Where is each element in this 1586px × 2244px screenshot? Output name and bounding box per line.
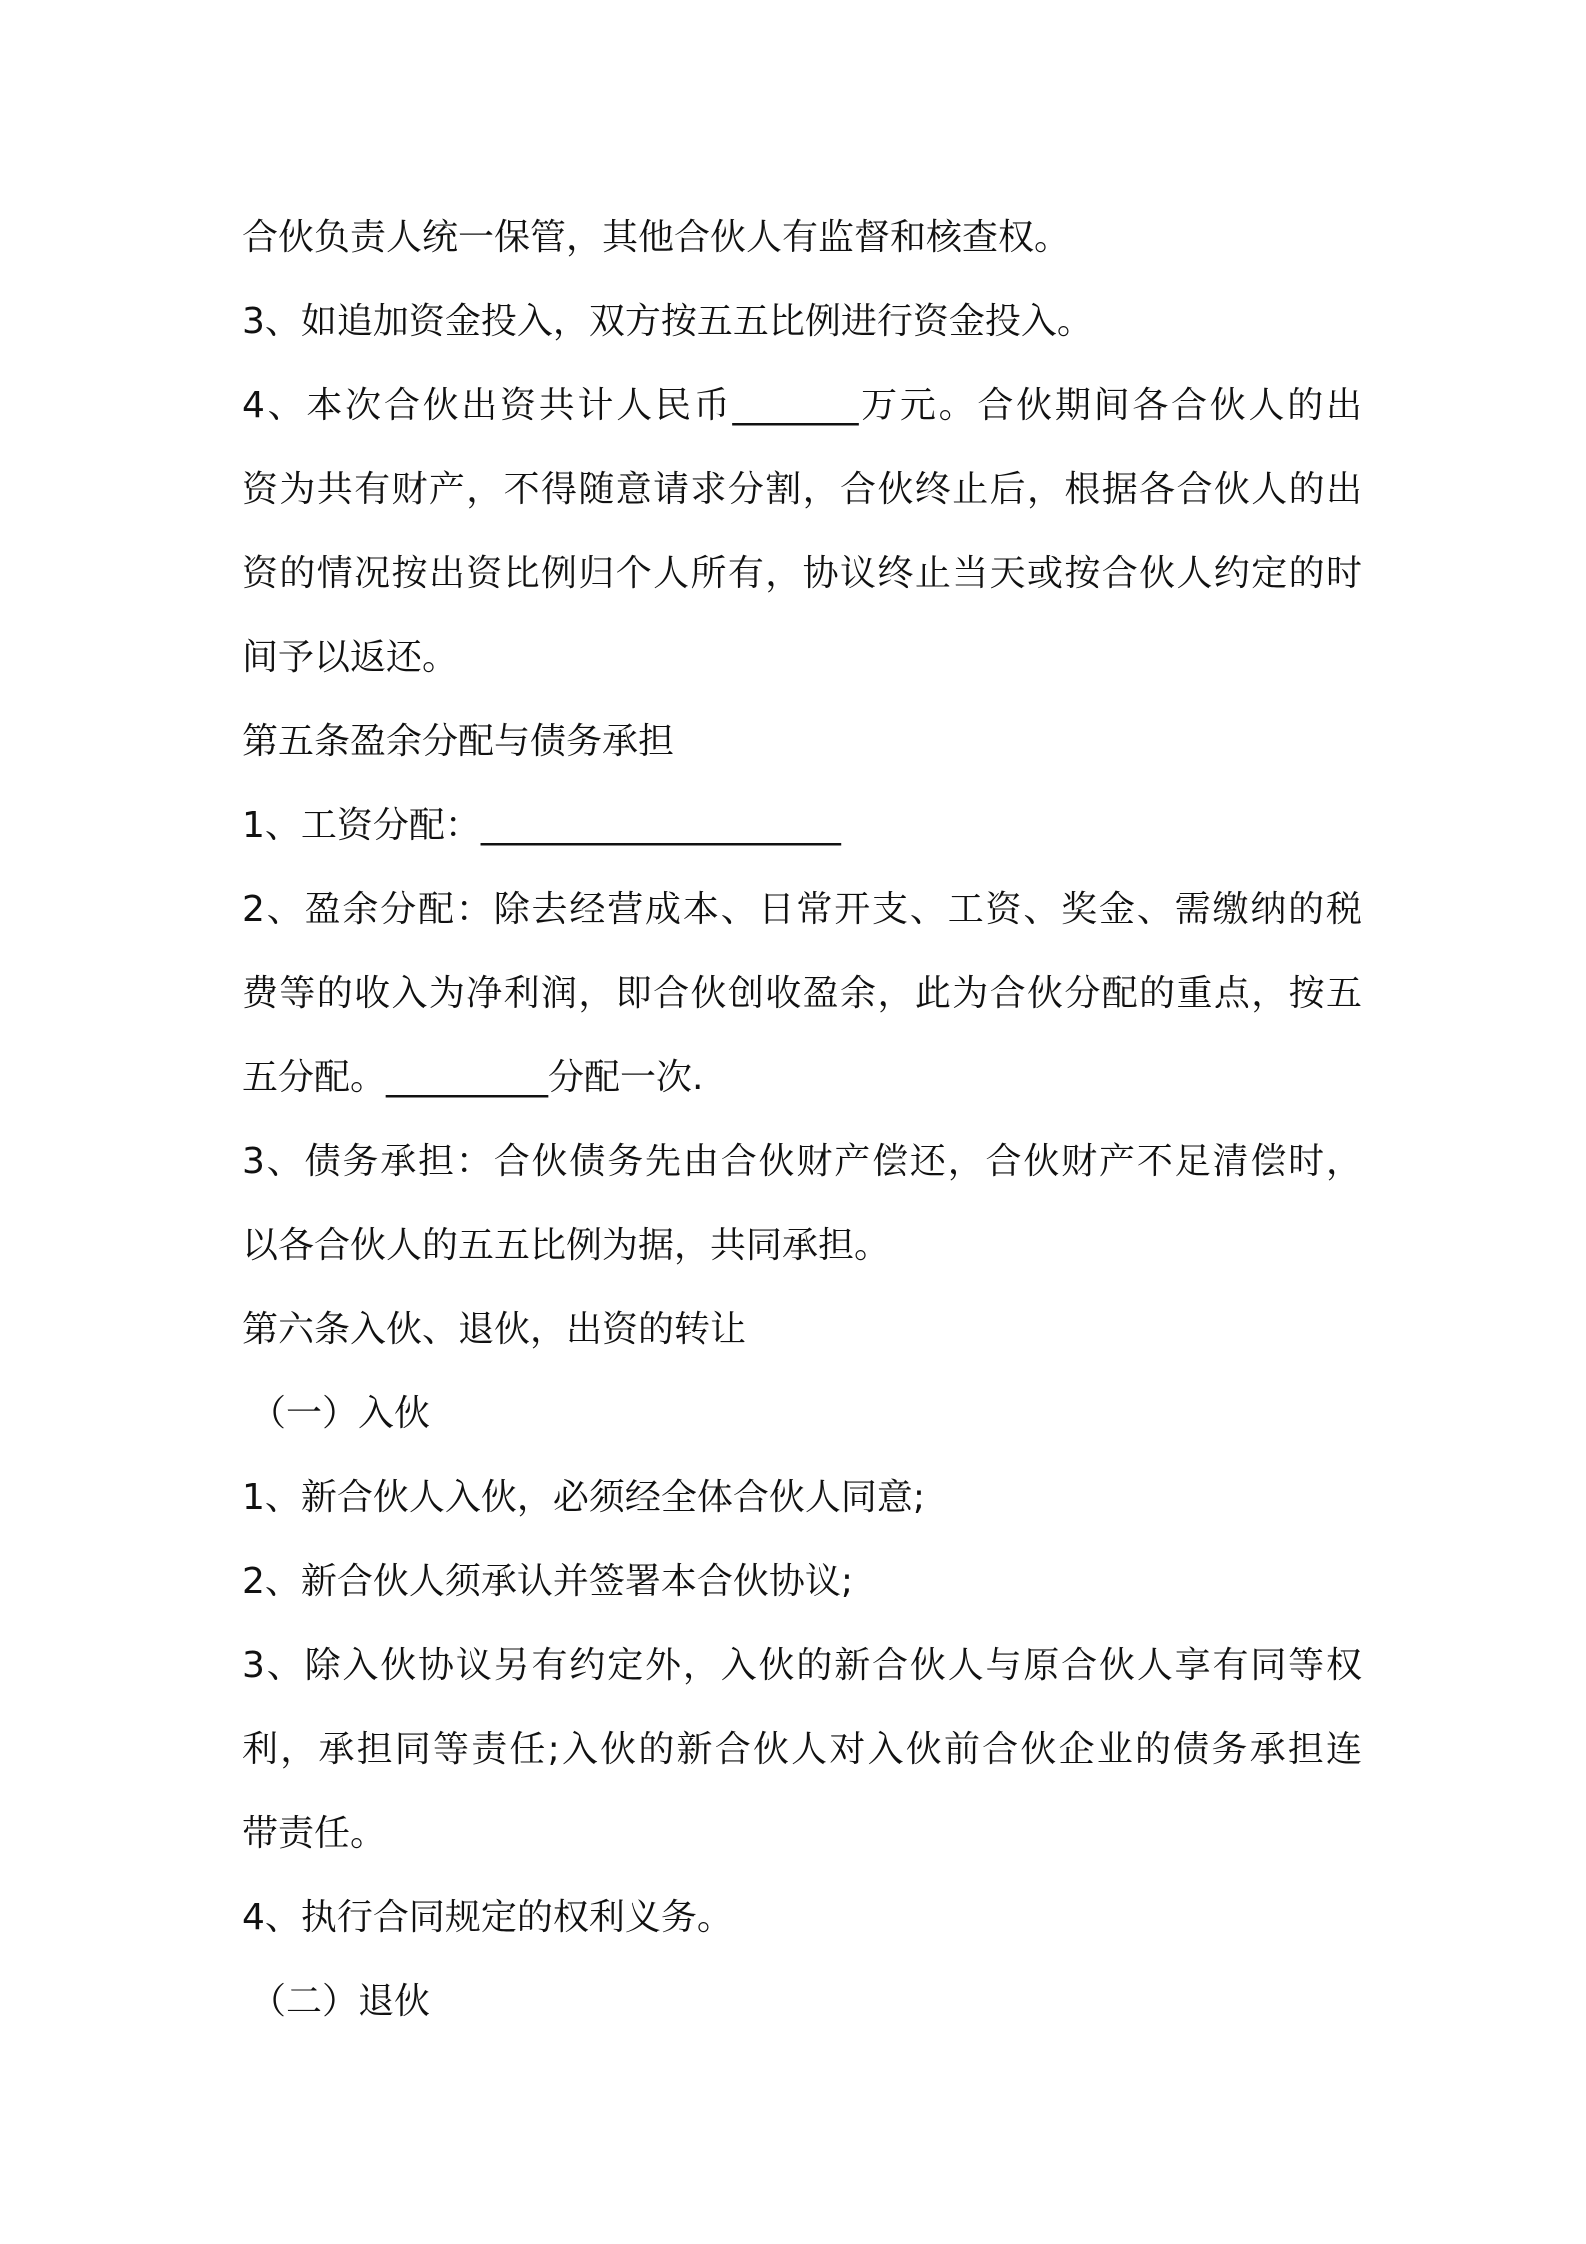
subsection-heading: （二）退伙 [250,1981,431,2022]
text-line: 间予以返还。 [242,637,459,678]
text-line: 2、盈余分配：除去经营成本、日常开支、工资、奖金、需缴纳的税 [242,889,1362,930]
document-body [242,196,1362,2044]
text-line: 利，承担同等责任;入伙的新合伙人对入伙前合伙企业的债务承担连 [242,1729,1362,1770]
text-line: 合伙负责人统一保管，其他合伙人有监督和核查权。 [242,217,1071,258]
text-line: 2、新合伙人须承认并签署本合伙协议; [242,1561,854,1602]
text-line: 4、执行合同规定的权利义务。 [242,1897,733,1938]
text-line: 4、本次合伙出资共计人民币_______万元。合伙期间各合伙人的出 [242,385,1362,426]
section-heading: 第五条盈余分配与债务承担 [242,721,675,762]
text-line: 资为共有财产，不得随意请求分割，合伙终止后，根据各合伙人的出 [242,469,1362,510]
section-heading: 第六条入伙、退伙，出资的转让 [242,1309,747,1350]
text-line: 3、债务承担：合伙债务先由合伙财产偿还，合伙财产不足清偿时， [242,1141,1362,1182]
text-line: 3、除入伙协议另有约定外，入伙的新合伙人与原合伙人享有同等权 [242,1645,1362,1686]
subsection-heading: （一）入伙 [250,1393,431,1434]
text-line: 1、工资分配：____________________ [242,805,841,846]
text-line: 1、新合伙人入伙，必须经全体合伙人同意; [242,1477,926,1518]
text-line: 五分配。_________分配一次. [242,1057,704,1098]
text-line: 带责任。 [242,1813,387,1854]
text-line: 资的情况按出资比例归个人所有，协议终止当天或按合伙人约定的时 [242,553,1362,594]
text-line: 费等的收入为净利润，即合伙创收盈余，此为合伙分配的重点，按五 [242,973,1362,1014]
text-line: 3、如追加资金投入，双方按五五比例进行资金投入。 [242,301,1093,342]
text-line: 以各合伙人的五五比例为据，共同承担。 [242,1225,891,1266]
